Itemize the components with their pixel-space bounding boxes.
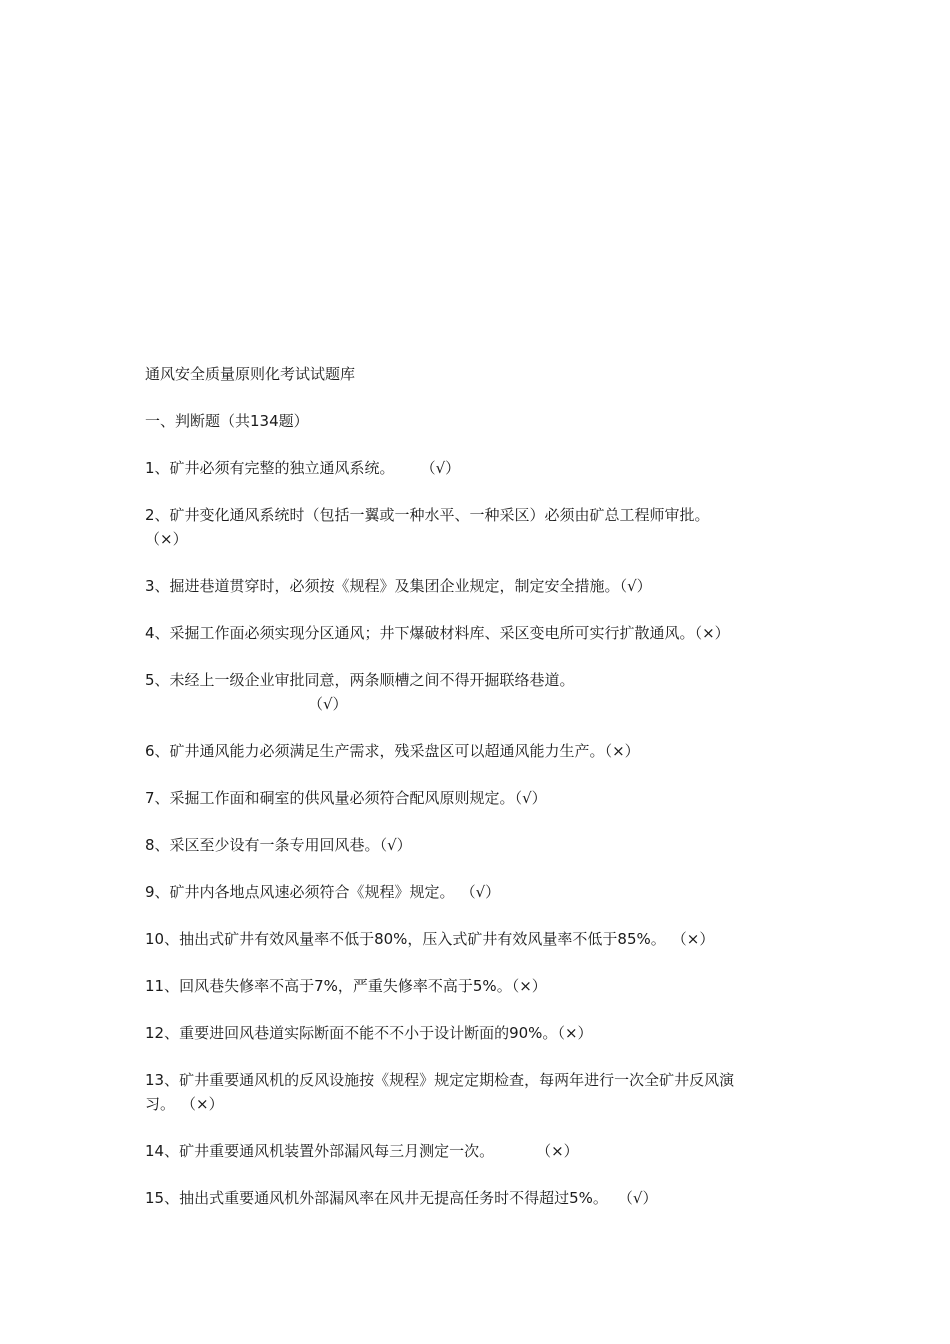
question-text: 采区至少设有一条专用回风巷。 (169, 836, 380, 854)
question-number: 1、 (145, 459, 170, 477)
question-answer: （×） (511, 977, 547, 995)
question-number: 7、 (145, 789, 170, 807)
question-text: 采掘工作面必须实现分区通风；井下爆破材料库、采区变电所可实行扩散通风。 (169, 624, 695, 642)
question-answer: （√） (617, 1189, 658, 1207)
section-heading: 一、判断题（共134题） (145, 412, 309, 430)
question-number: 12、 (145, 1024, 180, 1042)
question-9 (145, 880, 825, 904)
question-text: 抽出式重要通风机外部漏风率在风井无提高任务时不得超过5%。 (179, 1189, 608, 1207)
question-number: 11、 (145, 977, 180, 995)
question-answer: （×） (604, 742, 640, 760)
question-13 (145, 1068, 825, 1116)
question-number: 2、 (145, 506, 170, 524)
question-text: 采掘工作面和硐室的供风量必须符合配风原则规定。 (169, 789, 515, 807)
question-text: 抽出式矿井有效风量率不低于80%，压入式矿井有效风量率不低于85%。 (179, 930, 666, 948)
question-number: 8、 (145, 836, 170, 854)
question-answer: （√） (514, 789, 547, 807)
question-10 (145, 927, 825, 951)
question-answer: （√） (619, 577, 652, 595)
question-answer: （×） (145, 530, 188, 548)
question-answer: （×） (557, 1024, 593, 1042)
question-text: 重要进回风巷道实际断面不能不不小于设计断面的90%。 (179, 1024, 558, 1042)
question-number: 15、 (145, 1189, 180, 1207)
question-answer: （×） (181, 1095, 224, 1113)
question-text: 回风巷失修率不高于7%，严重失修率不高于5%。 (179, 977, 512, 995)
question-7 (145, 786, 825, 810)
question-text: 矿井必须有完整的独立通风系统。 (169, 459, 395, 477)
question-text: 未经上一级企业审批同意，两条顺槽之间不得开掘联络巷道。 (169, 671, 575, 689)
document-body (145, 362, 825, 1233)
question-number: 10、 (145, 930, 180, 948)
question-11 (145, 974, 825, 998)
question-14 (145, 1139, 825, 1163)
question-answer: （√） (460, 883, 501, 901)
question-text-continued (145, 1092, 825, 1116)
question-number: 13、 (145, 1071, 180, 1089)
question-number: 14、 (145, 1142, 180, 1160)
question-15 (145, 1186, 825, 1210)
question-text: 矿井重要通风机的反风设施按《规程》规定定期检查，每两年进行一次全矿井反风演 (179, 1071, 735, 1089)
question-12 (145, 1021, 825, 1045)
question-number: 4、 (145, 624, 170, 642)
question-text: 矿井通风能力必须满足生产需求，残采盘区可以超通风能力生产。 (169, 742, 605, 760)
question-text: 掘进巷道贯穿时，必须按《规程》及集团企业规定，制定安全措施。 (169, 577, 620, 595)
question-number: 5、 (145, 671, 170, 689)
question-text-tail: 习。 (145, 1095, 176, 1113)
question-answer: （×） (694, 624, 730, 642)
question-number: 9、 (145, 883, 170, 901)
question-answer: （×） (671, 930, 715, 948)
question-8 (145, 833, 825, 857)
question-2 (145, 503, 825, 551)
question-6 (145, 739, 825, 763)
question-number: 3、 (145, 577, 170, 595)
question-answer: （√） (308, 695, 348, 713)
question-text: 矿井变化通风系统时（包括一翼或一种水平、一种采区）必须由矿总工程师审批。 (169, 506, 710, 524)
question-text: 矿井重要通风机装置外部漏风每三月测定一次。 (179, 1142, 495, 1160)
question-5 (145, 668, 825, 716)
question-answer: （√） (379, 836, 412, 854)
question-number: 6、 (145, 742, 170, 760)
question-text: 矿井内各地点风速必须符合《规程》规定。 (169, 883, 455, 901)
question-1 (145, 456, 825, 480)
question-4 (145, 621, 825, 645)
question-answer: （×） (536, 1142, 579, 1160)
document-title: 通风安全质量原则化考试试题库 (145, 365, 356, 383)
question-answer: （√） (420, 459, 461, 477)
question-3 (145, 574, 825, 598)
